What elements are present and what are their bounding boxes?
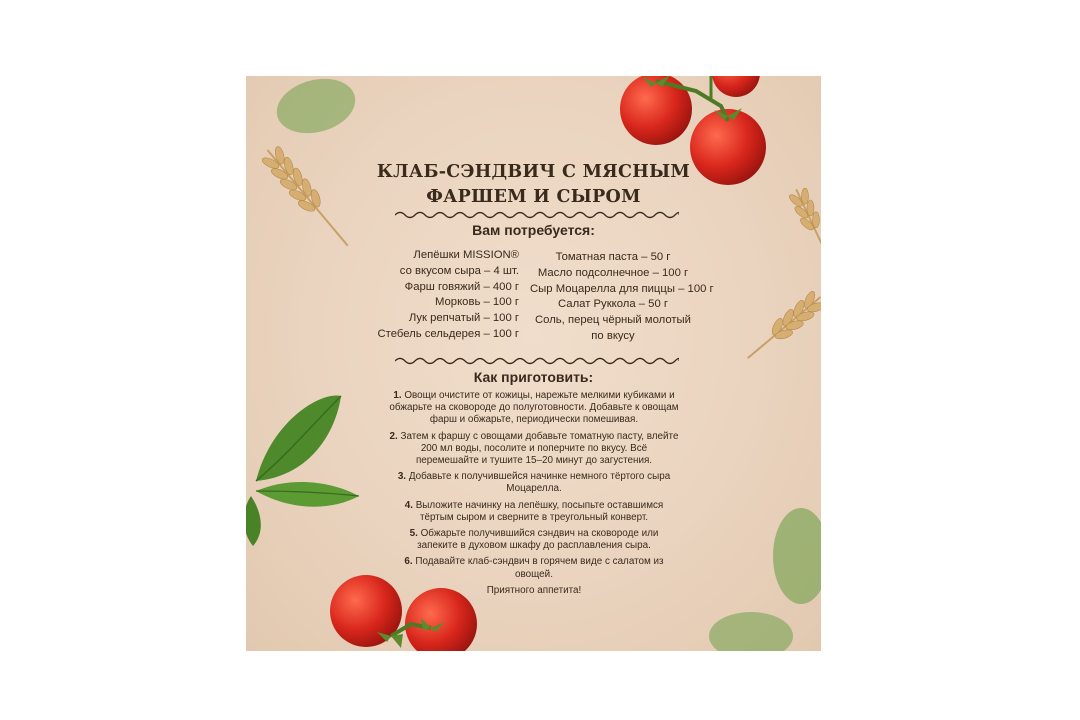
- step-item: [389, 471, 679, 495]
- basil-leaf-icon: [701, 596, 801, 651]
- ingredient-item: Соль, перец чёрный молотый: [535, 314, 691, 327]
- step-item: [389, 431, 679, 468]
- step-text: Добавьте к получившейся начинке немного тёртого сыра Моцарелла.: [408, 471, 671, 495]
- step-text: Затем к фаршу с овощами добавьте томатную пасту, влейте 200 мл воды, посолите и поперчите по вкусу. Всё перемешайте и тушите 15–20 минут до загустения.: [400, 430, 679, 467]
- wavy-divider: [395, 356, 679, 366]
- step-text: Выложите начинку на лепёшку, посыпьте оставшимся тёртым сыром и сверните в треугольный конверт.: [415, 499, 664, 523]
- step-item: [389, 528, 679, 552]
- step-number: 6.: [404, 556, 413, 568]
- step-item: [389, 556, 679, 580]
- basil-leaf-icon: [246, 381, 371, 551]
- step-text: Подавайте клаб-сэндвич в горячем виде с салатом из овощей.: [415, 556, 664, 580]
- step-text: Обжарьте получившийся сэндвич на сковороде или запеките в духовом шкафу до расплавления сыра.: [417, 528, 659, 552]
- title-line-1: КЛАБ-СЭНДВИЧ С МЯСНЫМ: [376, 162, 691, 182]
- ingredient-item: Масло подсолнечное – 100 г: [537, 266, 689, 279]
- step-number: 3.: [397, 471, 407, 483]
- recipe-card: [246, 76, 821, 651]
- wavy-divider: [395, 210, 679, 220]
- closing-text: Приятного аппетита!: [486, 584, 582, 596]
- step-item: [389, 390, 679, 427]
- step-number: 4.: [404, 499, 413, 511]
- steps-list: [389, 390, 679, 597]
- ingredient-item: Лепёшки MISSION®: [413, 249, 519, 261]
- recipe-title: [246, 160, 821, 210]
- ingredient-item: Салат Руккола – 50 г: [558, 298, 668, 311]
- ingredient-item: Фарш говяжий – 400 г: [404, 280, 519, 293]
- ingredients-heading: Вам потребуется:: [472, 222, 595, 238]
- step-number: 1.: [393, 390, 402, 401]
- wheat-ear-icon: [731, 271, 821, 381]
- step-number: 5.: [409, 528, 418, 540]
- step-text: Овощи очистите от кожицы, нарежьте мелкими кубиками и обжарьте на сковороде до полуготовности. Добавьте к овощам фарш и обжарьте, периодически помешивая.: [389, 390, 679, 426]
- title-line-2: ФАРШЕМ И СЫРОМ: [426, 187, 641, 207]
- ingredient-item: по вкусу: [591, 329, 635, 342]
- basil-leaf-icon: [766, 501, 821, 611]
- ingredient-item: со вкусом сыра – 4 шт.: [399, 264, 519, 277]
- ingredient-item: Томатная паста – 50 г: [555, 251, 671, 263]
- ingredient-item: Морковь – 100 г: [434, 296, 519, 309]
- ingredients-right-column: [530, 250, 714, 345]
- ingredients-left-column: [378, 248, 520, 343]
- step-item: [389, 500, 679, 524]
- ingredient-item: Лук репчатый – 100 г: [408, 312, 519, 325]
- ingredient-item: Сыр Моцарелла для пиццы – 100 г: [530, 282, 714, 295]
- step-number: 2.: [389, 430, 398, 442]
- ingredient-item: Стебель сельдерея – 100 г: [377, 327, 519, 340]
- steps-heading: Как приготовить:: [473, 369, 594, 385]
